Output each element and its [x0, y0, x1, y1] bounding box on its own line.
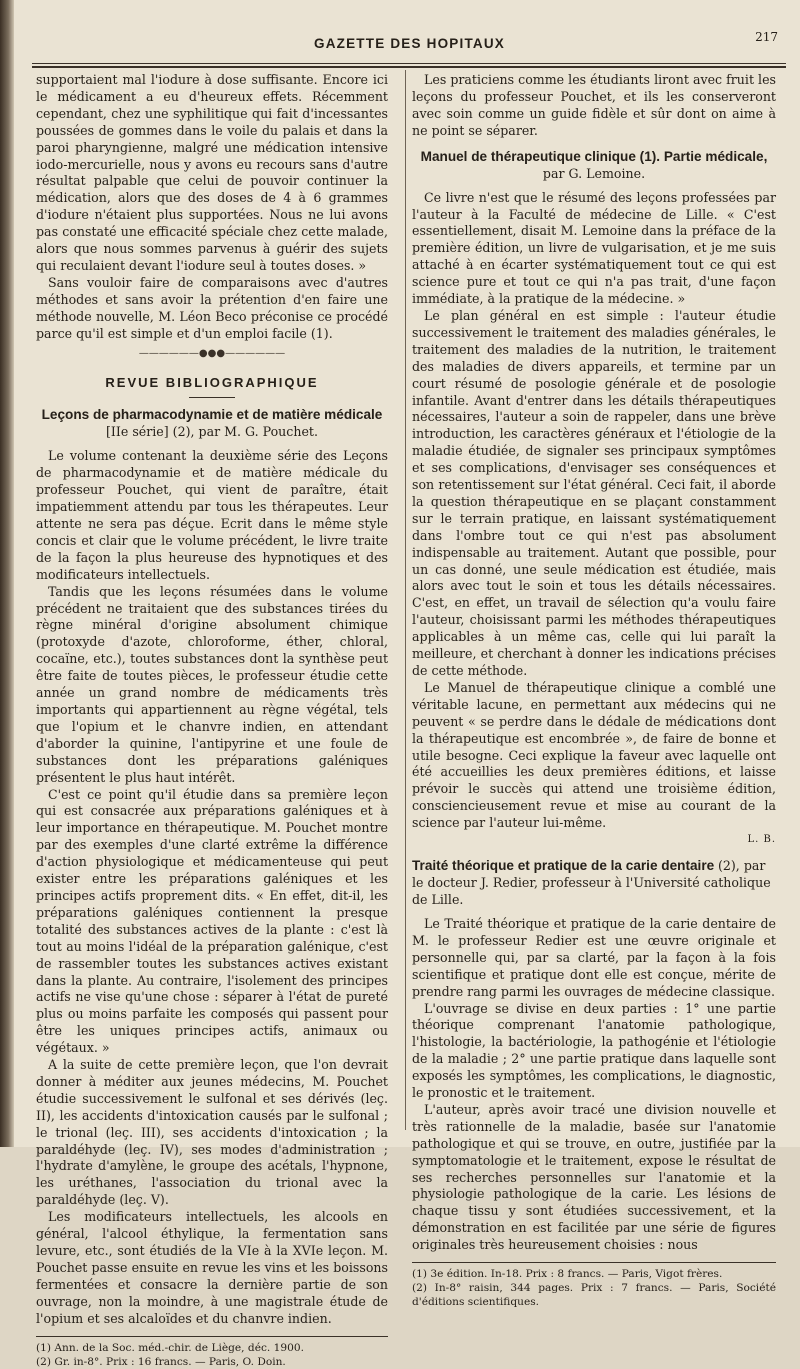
footnotes [36, 1336, 388, 1369]
page-number: 217 [755, 30, 778, 44]
paragraph: Le plan général en est simple : l'auteur étudie successivement le traitement des maladies générales, le traitement des maladies de la nutrition, le traitement des maladies de divers appareils, et termine par un court résumé de posologie générale et de posologie infantile. Avant d'entrer dans les détails thérapeutiques nécessaires, l'auteur a soin de rappeler, dans une brève introduction, les caractères généraux et l'étiologie de la maladie étudiée, de signaler ses principaux symptômes et ses complications, d'envisager ses conséquences et son retentissement sur l'état général. Ceci fait, il aborde la question thérapeutique en se plaçant constamment sur le terrain pratique, en laissant systématiquement dans l'ombre tout ce qui n'est pas absolument indispensable au traitement. Autant que possible, pour un cas donné, une seule médication est étudiée, mais alors avec tout le soin et tous les détails nécessaires. C'est, en effet, un travail de sélection qu'a voulu faire l'auteur, choisissant parmi les méthodes thérapeutiques applicables à un même cas, celle qui lui paraît la meilleure, et cherchant à donner les indications précises de cette méthode. [412, 307, 776, 678]
paragraph: Tandis que les leçons résumées dans le volume précédent ne traitaient que des substances tirées du règne minéral d'origine absolument chimique (protoxyde d'azote, chloroforme, éther, chloral, cocaïne, etc.), toutes substances dont la synthèse peut être faite de toutes pièces, le professeur étudie cette année un grand nombre de médicaments très importants qui appartiennent au règne végétal, tels que l'opium et le chanvre indien, en attendant d'aborder la quinine, l'antipyrine et une foule de substances dont les préparations galéniques présentent le plus haut intérêt. [36, 583, 388, 785]
paragraph: Les praticiens comme les étudiants liront avec fruit les leçons du professeur Pouchet, et ils les conserveront avec soin comme un guide fidèle et sûr dont on aime à ne point se séparer. [412, 72, 776, 138]
paragraph: L'auteur, après avoir tracé une division nouvelle et très rationnelle de la maladie, basée sur l'anatomie pathologique et qui se trouve, en outre, justifiée par la symptomatologie et le traitement, expose le résultat de ses recherches personnelles sur l'anatomie et la physiologie pathologique de la carie. Les lésions de chaque tissu y sont étudiées successivement, et la démonstration en est facilitée par une série de figures originales très heureusement choisies : nous [412, 1101, 776, 1253]
paragraph: Le volume contenant la deuxième série des Leçons de pharmacodynamie et de matière médicale du professeur Pouchet, qui vient de paraître, était impatiemment attendu par tous les thérapeutes. Leur attente ne sera pas déçue. Ecrit dans le même style concis et clair que le volume précédent, le livre traite de la façon la plus heureuse des hypnotiques et des modificateurs intellectuels. [36, 448, 388, 582]
review-title-byline: par G. Lemoine. [542, 165, 646, 181]
journal-title: GAZETTE DES HOPITAUX [314, 36, 506, 51]
review-title-main: Traité théorique et pratique de la carie dentaire [412, 857, 715, 873]
paragraph: Le Traité théorique et pratique de la carie dentaire de M. le professeur Redier est une œuvre originale et personnelle qui, par sa clarté, par la façon à la fois scientifique et pratique dont elle est conçue, mérite de prendre rang parmi les ouvrages de médecine classique. [412, 915, 776, 999]
paragraph: L'ouvrage se divise en deux parties : 1° une partie théorique comprenant l'anatomie pathologique, l'histologie, la bactériologie, la pathogénie et l'étiologie de la maladie ; 2° une partie pratique dans laquelle sont exposés les symptômes, les complications, le diagnostic, le pronostic et le traitement. [412, 1000, 776, 1101]
paragraph: A la suite de cette première leçon, que l'on devrait donner à méditer aux jeunes médecins, M. Pouchet étudie successivement le sulfonal et ses dérivés (leç. II), les accidents d'intoxication causés par le sulfonal ; le trional (leç. III), ses accidents d'intoxication ; la paraldéhyde (leç. IV), ses modes d'administration ; l'hydrate d'amylène, le groupe des acétals, l'hypnone, les uréthanes, l'association du trional avec la paraldéhyde (leç. V). [36, 1057, 388, 1208]
header-rule-thick [32, 66, 786, 68]
ornament-divider: ——————●●●—————— [138, 347, 286, 359]
page-header [14, 26, 800, 64]
review-title [412, 148, 776, 182]
left-column [36, 72, 388, 1369]
review-title-byline: [IIe série] (2), par M. G. Pouchet. [106, 424, 318, 440]
heading-rule [189, 397, 235, 398]
review-title-main: Leçons de pharmacodynamie et de matière médicale [41, 407, 383, 423]
review-body [36, 448, 388, 1327]
review-body [412, 190, 776, 849]
header-rule-thin [32, 63, 786, 64]
paragraph: supportaient mal l'iodure à dose suffisante. Encore ici le médicament a eu d'heureux effets. Récemment cependant, chez une syphilitique qui fait d'incessantes poussées de gommes dans le voile du palais et dans la paroi pharyngienne, malgré une médication intensive iodo-mercurielle, nous y avons eu recours sans d'autre résultat palpable que celui de pouvoir continuer la médication, alors que des doses de 4 à 6 grammes d'iodure n'étaient plus supportées. Nous ne lui avons pas constaté une efficacité spéciale chez cette malade, alors que nous sommes parvenus à guérir des sujets qui reculaient devant l'iodure seul à toutes doses. » [36, 72, 388, 273]
review-title [412, 857, 776, 908]
section-heading: REVUE BIBLIOGRAPHIQUE [105, 374, 319, 390]
footnotes [412, 1262, 776, 1309]
newspaper-page [14, 0, 800, 1368]
footnote: (1) 3e édition. In-18. Prix : 8 francs. — Paris, Vigot frères. [412, 1268, 723, 1281]
review-title-main: Manuel de thérapeutique clinique (1). Partie médicale, [420, 148, 768, 164]
footnote: (2) In-8° raisin, 344 pages. Prix : 7 francs. — Paris, Société d'éditions scientifiques. [412, 1282, 776, 1309]
review-body [412, 916, 776, 1254]
footnote: (2) Gr. in-8°. Prix : 16 francs. — Paris, O. Doin. [36, 1355, 286, 1368]
paragraph: Les modificateurs intellectuels, les alcools en général, l'alcool éthylique, la fermentation sans levure, etc., sont étudiés de la VIe à la XVIe leçon. M. Pouchet passe ensuite en revue les vins et les boissons fermentées et consacre la dernière partie de son ouvrage, non la moindre, à une magistrale étude de l'opium et ses alcaloïdes et du chanvre indien. [36, 1209, 388, 1326]
paragraph: Ce livre n'est que le résumé des leçons professées par l'auteur à la Faculté de médecine de Lille. « C'est essentiellement, disait M. Lemoine dans la préface de la première édition, un livre de vulgarisation, et je me suis attaché à en écarter systématiquement tout ce qui est science pure et tout ce qui n'a pas trait, d'une façon immédiate, à la pratique de la médecine. » [412, 189, 776, 307]
review-title [36, 406, 388, 440]
right-column [412, 72, 776, 1309]
review-title-byline: (2), par le docteur J. Redier, professeur à l'Université catholique de Lille. [412, 857, 771, 907]
column-divider [405, 70, 406, 1130]
paragraph: Sans vouloir faire de comparaisons avec d'autres méthodes et sans avoir la prétention d'en faire une méthode nouvelle, M. Léon Beco préconise ce procédé parce qu'il est simple et d'un emploi facile (1). [36, 274, 388, 341]
paragraph: Le Manuel de thérapeutique clinique a comblé une véritable lacune, en permettant aux médecins qui ne peuvent « se perdre dans le dédale de médications dont la thérapeutique est encombrée », de faire de bonne et utile besogne. Ceci explique la faveur avec laquelle ont été accueillies les deux premières éditions, et laisse prévoir le succès qui attend une troisième édition, consciencieusement revue et mise au courant de la science par l'auteur lui-même. [412, 679, 776, 831]
review-signature: L. B. [747, 834, 776, 846]
footnote: (1) Ann. de la Soc. méd.-chir. de Liège, déc. 1900. [36, 1341, 304, 1354]
book-binding-edge [0, 0, 14, 1147]
paragraph: C'est ce point qu'il étudie dans sa première leçon qui est consacrée aux préparations galéniques et à leur importance en thérapeutique. M. Pouchet montre par des exemples d'une clarté extrême la différence d'action physiologique et médicamenteuse qui peut exister entre les préparations galéniques et les principes actifs proprement dits. « En effet, dit-il, les préparations galéniques contiennent la presque totalité des substances actives de la plante : c'est là tout au moins l'idéal de la préparation galénique, c'est de rassembler toutes les substances actives existant dans la plante. Au contraire, l'isolement des principes actifs ne vise qu'une chose : séparer à l'état de pureté plus ou moins parfaite les composés qui passent pour être les uniques principes actifs, animaux ou végétaux. » [36, 786, 388, 1056]
